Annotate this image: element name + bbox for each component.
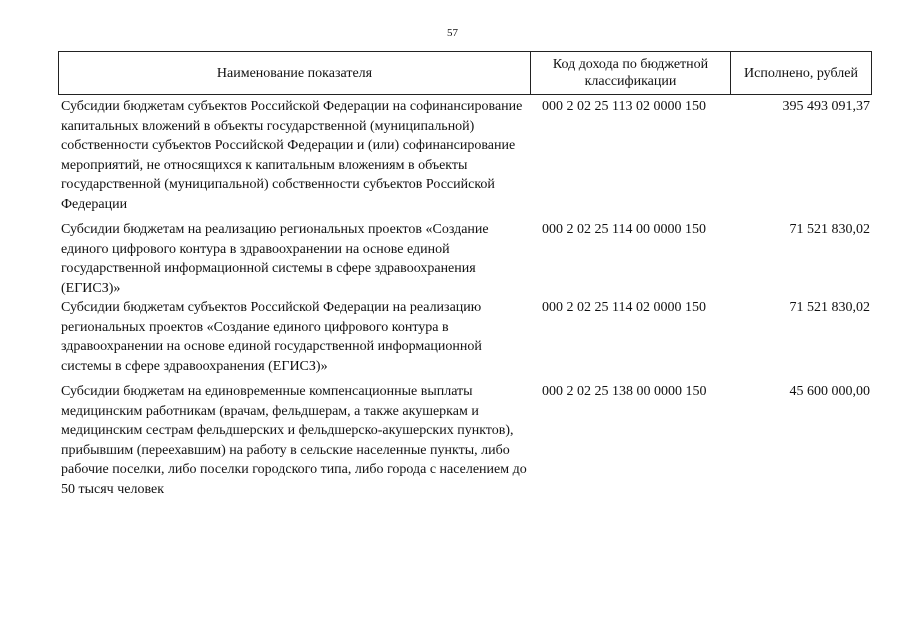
row-code: 000 2 02 25 113 02 0000 150 — [542, 99, 706, 114]
table-row — [61, 97, 872, 215]
header-amount: Исполнено, рублей — [744, 65, 858, 81]
row-code: 000 2 02 25 114 00 0000 150 — [542, 222, 706, 237]
table-row — [61, 298, 872, 376]
table-row — [61, 382, 872, 500]
row-name: Субсидии бюджетам субъектов Российской Федерации на софинансирование капитальных вложений в объекты государственной (муниципальной) собственности субъектов Российской Федерации и (или) софинансирование мероприятий, не относящихся к капитальным вложениям в объекты государственной (муниципальной) собственности субъектов Российской Федерации — [61, 99, 523, 212]
row-name: Субсидии бюджетам на единовременные компенсационные выплаты медицинским работникам (врачам, фельдшерам, а также акушеркам и медицинским сестрам фельдшерских и фельдшерско-акушерских пунктов), прибывшим (переехавшим) на работу в сельские населенные пункты, либо рабочие поселки, либо поселки городского типа, либо города с населением до 50 тысяч человек — [61, 384, 527, 497]
header-name: Наименование показателя — [59, 52, 531, 94]
row-amount: 395 493 091,37 — [782, 99, 870, 114]
row-name: Субсидии бюджетам на реализацию региональных проектов «Создание единого цифрового контура в здравоохранении на основе единой государственной информационной системы в сфере здравоохранения (ЕГИСЗ)» — [61, 222, 489, 296]
table-row — [61, 220, 872, 298]
page-number: 57 — [447, 27, 458, 39]
row-amount: 71 521 830,02 — [789, 300, 870, 315]
table-header — [58, 51, 872, 95]
row-amount: 45 600 000,00 — [789, 384, 870, 399]
header-code: Код дохода по бюджетной классификации — [531, 52, 731, 94]
row-code: 000 2 02 25 138 00 0000 150 — [542, 384, 707, 399]
row-amount: 71 521 830,02 — [789, 222, 870, 237]
row-code: 000 2 02 25 114 02 0000 150 — [542, 300, 706, 315]
row-name: Субсидии бюджетам субъектов Российской Федерации на реализацию региональных проектов «Создание единого цифрового контура в здравоохранении на основе единой государственной информационной системы в сфере здравоохранения (ЕГИСЗ)» — [61, 300, 482, 374]
